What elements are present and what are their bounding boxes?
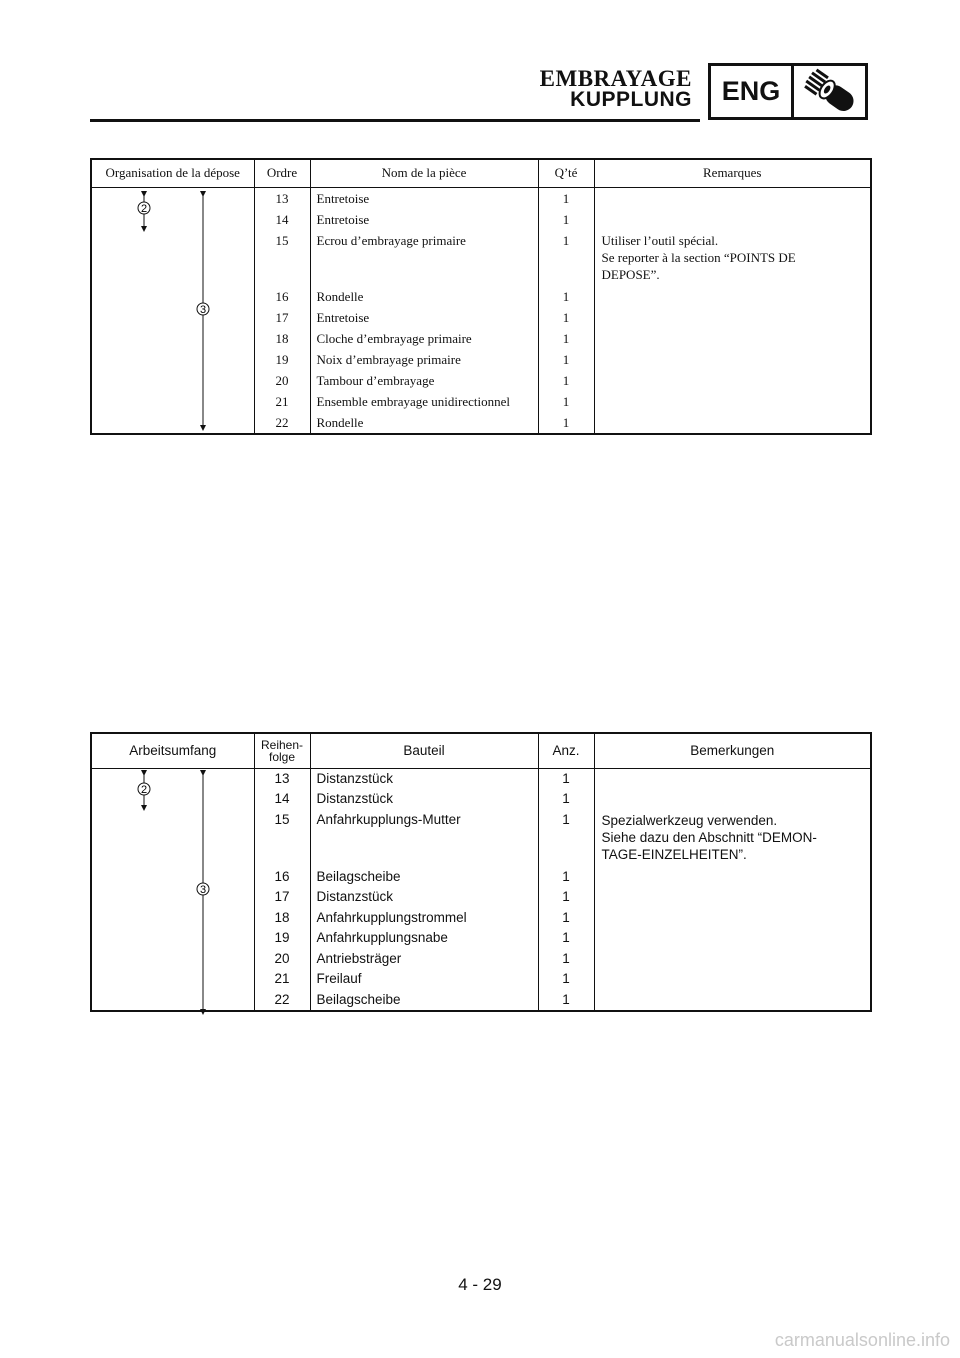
part-name-cell: Cloche d’embrayage primaire bbox=[310, 328, 538, 349]
parts-table-fr bbox=[90, 158, 872, 435]
work-scope-cell bbox=[91, 768, 254, 1011]
remarks-cell bbox=[594, 286, 871, 434]
quantity-cell: 1 bbox=[538, 391, 594, 412]
quantity-cell: 1 bbox=[538, 328, 594, 349]
part-name-cell: Anfahrkupplungstrommel bbox=[310, 908, 538, 929]
part-name-cell: Entretoise bbox=[310, 187, 538, 209]
part-name-cell: Freilauf bbox=[310, 969, 538, 990]
quantity-cell: 1 bbox=[538, 867, 594, 888]
order-cell: 14 bbox=[254, 209, 310, 230]
quantity-cell: 1 bbox=[538, 768, 594, 789]
col-header-part-name: Nom de la pièce bbox=[310, 159, 538, 187]
part-name-cell: Beilagscheibe bbox=[310, 867, 538, 888]
parts-table-de bbox=[90, 732, 872, 1012]
order-cell: 21 bbox=[254, 391, 310, 412]
part-name-cell: Anfahrkupplungsnabe bbox=[310, 928, 538, 949]
quantity-cell: 1 bbox=[538, 928, 594, 949]
header-rule bbox=[90, 119, 700, 122]
group-label-3: 3 bbox=[199, 883, 207, 896]
part-name-cell: Ensemble embrayage unidirectionnel bbox=[310, 391, 538, 412]
table-row bbox=[91, 187, 871, 209]
remarks-cell bbox=[594, 768, 871, 810]
remarks-cell bbox=[594, 187, 871, 230]
scope-arrows bbox=[92, 188, 255, 433]
col-header-quantity: Q’té bbox=[538, 159, 594, 187]
col-header-remarks: Bemerkungen bbox=[594, 733, 871, 768]
section-badge bbox=[708, 63, 868, 120]
col-header-scope: Arbeitsumfang bbox=[91, 733, 254, 768]
quantity-cell: 1 bbox=[538, 969, 594, 990]
part-name-cell: Entretoise bbox=[310, 209, 538, 230]
engine-part-icon bbox=[797, 68, 865, 115]
quantity-cell: 1 bbox=[538, 349, 594, 370]
part-name-cell: Entretoise bbox=[310, 307, 538, 328]
part-name-cell: Rondelle bbox=[310, 412, 538, 434]
remarks-cell: Spezialwerkzeug verwenden. Siehe dazu den Abschnitt “DEMON- TAGE-EINZELHEITEN”. bbox=[594, 810, 871, 867]
group-label-2: 2 bbox=[140, 202, 148, 215]
scope-arrows bbox=[92, 769, 255, 1014]
order-cell: 19 bbox=[254, 928, 310, 949]
order-cell: 15 bbox=[254, 230, 310, 286]
order-cell: 16 bbox=[254, 867, 310, 888]
quantity-cell: 1 bbox=[538, 187, 594, 209]
quantity-cell: 1 bbox=[538, 307, 594, 328]
quantity-cell: 1 bbox=[538, 810, 594, 867]
section-title-fr: EMBRAYAGE bbox=[539, 66, 692, 91]
order-cell: 17 bbox=[254, 307, 310, 328]
site-watermark: carmanualsonline.info bbox=[774, 1330, 950, 1350]
col-header-organisation: Organisation de la dépose bbox=[91, 159, 254, 187]
quantity-cell: 1 bbox=[538, 789, 594, 810]
part-name-cell: Distanzstück bbox=[310, 789, 538, 810]
quantity-cell: 1 bbox=[538, 887, 594, 908]
order-cell: 21 bbox=[254, 969, 310, 990]
col-header-remarks: Remarques bbox=[594, 159, 871, 187]
part-name-cell: Distanzstück bbox=[310, 768, 538, 789]
quantity-cell: 1 bbox=[538, 370, 594, 391]
part-name-cell: Antriebsträger bbox=[310, 949, 538, 970]
order-cell: 22 bbox=[254, 990, 310, 1012]
part-name-cell: Noix d’embrayage primaire bbox=[310, 349, 538, 370]
part-name-cell: Tambour d’embrayage bbox=[310, 370, 538, 391]
order-cell: 13 bbox=[254, 768, 310, 789]
quantity-cell: 1 bbox=[538, 209, 594, 230]
quantity-cell: 1 bbox=[538, 286, 594, 307]
table-row bbox=[91, 768, 871, 789]
part-name-cell: Anfahrkupplungs-Mutter bbox=[310, 810, 538, 867]
table-header-row bbox=[91, 733, 871, 768]
group-label-2: 2 bbox=[140, 783, 148, 796]
part-name-cell: Distanzstück bbox=[310, 887, 538, 908]
col-header-order: Ordre bbox=[254, 159, 310, 187]
part-name-cell: Ecrou d’embrayage primaire bbox=[310, 230, 538, 286]
order-cell: 22 bbox=[254, 412, 310, 434]
quantity-cell: 1 bbox=[538, 412, 594, 434]
order-cell: 19 bbox=[254, 349, 310, 370]
col-header-quantity: Anz. bbox=[538, 733, 594, 768]
order-cell: 18 bbox=[254, 908, 310, 929]
page-header bbox=[0, 0, 960, 130]
order-cell: 14 bbox=[254, 789, 310, 810]
group-label-3: 3 bbox=[199, 303, 207, 316]
order-cell: 20 bbox=[254, 949, 310, 970]
part-name-cell: Rondelle bbox=[310, 286, 538, 307]
page-number: 4 - 29 bbox=[458, 1275, 502, 1294]
part-name-cell: Beilagscheibe bbox=[310, 990, 538, 1012]
order-cell: 15 bbox=[254, 810, 310, 867]
remarks-cell: Utiliser l’outil spécial. Se reporter à la section “POINTS DE DEPOSE”. bbox=[594, 230, 871, 286]
order-cell: 13 bbox=[254, 187, 310, 209]
quantity-cell: 1 bbox=[538, 949, 594, 970]
col-header-component: Bauteil bbox=[310, 733, 538, 768]
remarks-cell bbox=[594, 867, 871, 1012]
badge-label: ENG bbox=[711, 66, 794, 117]
section-title-de: KUPPLUNG bbox=[570, 88, 692, 111]
order-cell: 16 bbox=[254, 286, 310, 307]
col-header-sequence: Reihen- folge bbox=[254, 733, 310, 768]
quantity-cell: 1 bbox=[538, 990, 594, 1012]
disassembly-scope-cell bbox=[91, 187, 254, 434]
table-header-row bbox=[91, 159, 871, 187]
order-cell: 20 bbox=[254, 370, 310, 391]
order-cell: 17 bbox=[254, 887, 310, 908]
order-cell: 18 bbox=[254, 328, 310, 349]
quantity-cell: 1 bbox=[538, 230, 594, 286]
quantity-cell: 1 bbox=[538, 908, 594, 929]
